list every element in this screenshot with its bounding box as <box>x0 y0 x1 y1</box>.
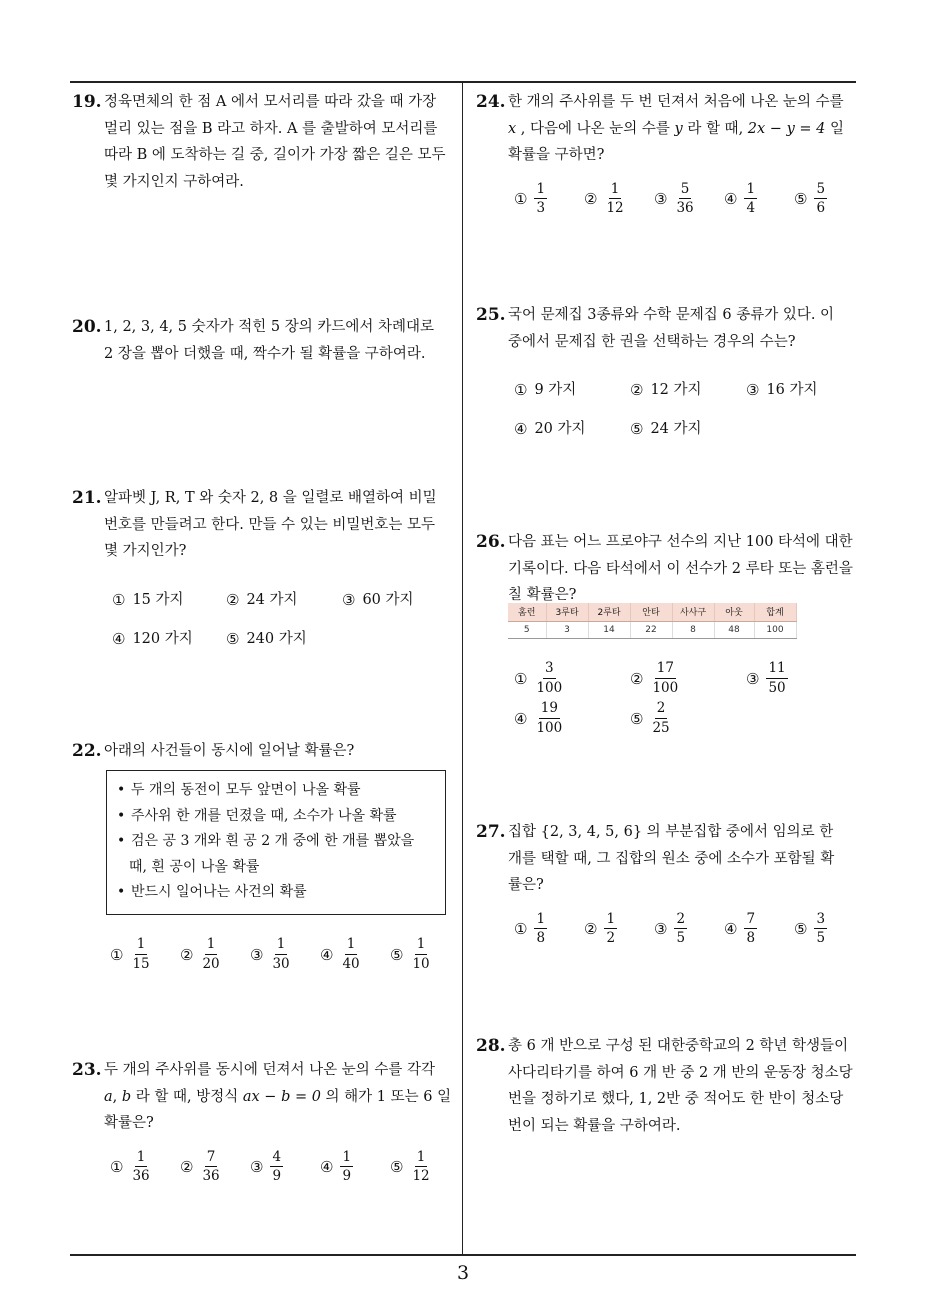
choice-1[interactable]: ① $\frac{1}{36}$ <box>110 1148 150 1184</box>
choice-5[interactable]: ⑤ 24 가지 <box>630 420 702 438</box>
question-text-line: 한 개의 주사위를 두 번 던져서 처음에 나온 눈의 수를 <box>508 94 844 110</box>
choice-4[interactable]: ④ $\frac{7}{8}$ <box>724 910 756 946</box>
choice-4[interactable]: ④ $\frac{1}{9}$ <box>320 1148 352 1184</box>
table-cell: 5 <box>508 621 546 638</box>
choice-3[interactable]: ③ $\frac{1}{30}$ <box>250 936 290 972</box>
question-text-line: 총 6 개 반으로 구성 된 대한중학교의 2 학년 학생들이 <box>508 1038 849 1054</box>
answer-choices <box>508 899 858 949</box>
question-25 <box>476 302 858 445</box>
question-text-line: 아래의 사건들이 동시에 일어날 확률은? <box>104 743 355 759</box>
table-cell: 3 <box>546 621 588 638</box>
table-cell: 8 <box>672 621 714 638</box>
choice-1[interactable]: ① $\frac{3}{100}$ <box>514 660 563 696</box>
choice-4[interactable]: ④ $\frac{1}{4}$ <box>724 180 756 216</box>
event-item: • 주사위 한 개를 던졌을 때, 소수가 나올 확률 <box>117 807 397 824</box>
question-text-line: 1, 2, 3, 4, 5 숫자가 적힌 5 장의 카드에서 차례대로 <box>104 319 434 335</box>
question-text-line: 사다리타기를 하여 6 개 반 중 2 개 반의 운동장 청소당 <box>508 1064 853 1081</box>
choice-3[interactable]: ③ $\frac{4}{9}$ <box>250 1148 282 1184</box>
question-text-line: 정육면체의 한 점 A 에서 모서리를 따라 갔을 때 가장 <box>104 94 437 110</box>
question-23 <box>72 1057 456 1187</box>
choice-2[interactable]: ② $\frac{1}{20}$ <box>180 936 220 972</box>
question-number: 22. <box>72 741 102 761</box>
question-text-line: 멀리 있는 점을 B 라고 하자. A 를 출발하여 모서리를 <box>104 120 438 137</box>
choice-5[interactable]: ⑤ 240 가지 <box>226 629 307 648</box>
choice-4[interactable]: ④ $\frac{1}{40}$ <box>320 936 360 972</box>
question-21 <box>72 485 456 655</box>
choice-5[interactable]: ⑤ $\frac{2}{25}$ <box>630 700 670 736</box>
question-text-line: 따라 B 에 도착하는 길 중, 길이가 가장 짧은 길은 모두 <box>104 147 446 163</box>
question-text-line: 2 장을 뽑아 더했을 때, 짝수가 될 확률을 구하여라. <box>104 345 426 362</box>
page-number: 3 <box>456 1262 470 1284</box>
question-text-line: 중에서 문제집 한 권을 선택하는 경우의 수는? <box>508 333 796 350</box>
choice-1[interactable]: ① 15 가지 <box>112 590 184 609</box>
table-header-cell: 사사구 <box>672 603 714 621</box>
table-cell: 48 <box>714 621 754 638</box>
answer-choices <box>508 169 858 219</box>
question-text-line: 개를 택할 때, 그 집합의 원소 중에 소수가 포함될 확 <box>508 850 835 867</box>
question-number: 27. <box>476 822 506 842</box>
choice-2[interactable]: ② $\frac{1}{12}$ <box>584 180 624 216</box>
question-text-line: 몇 가지인가? <box>104 543 187 559</box>
choice-5[interactable]: ⑤ $\frac{1}{10}$ <box>390 936 430 972</box>
question-27 <box>476 819 858 949</box>
answer-choices <box>104 565 456 655</box>
bottom-rule <box>70 1254 856 1256</box>
question-number: 28. <box>476 1036 506 1056</box>
choice-4[interactable]: ④ $\frac{19}{100}$ <box>514 700 563 736</box>
choice-2[interactable]: ② 24 가지 <box>226 590 298 609</box>
event-item-continuation: 때, 흰 공이 나올 확률 <box>129 858 260 875</box>
question-number: 26. <box>476 532 506 552</box>
table-row <box>508 621 796 638</box>
event-list-box <box>106 770 446 915</box>
column-divider <box>462 82 463 1254</box>
question-26 <box>476 529 858 609</box>
choice-3[interactable]: ③ $\frac{2}{5}$ <box>654 910 686 946</box>
answer-choices <box>104 1137 456 1187</box>
event-item: • 검은 공 3 개와 흰 공 2 개 중에 한 개를 뽑았을 <box>117 833 415 849</box>
choice-2[interactable]: ② $\frac{17}{100}$ <box>630 660 679 696</box>
question-20 <box>72 314 456 367</box>
choice-3[interactable]: ③ $\frac{5}{36}$ <box>654 180 694 216</box>
table-cell: 100 <box>754 621 796 638</box>
choice-2[interactable]: ② 12 가지 <box>630 381 702 399</box>
question-text-line: x , 다음에 나온 눈의 수를 y 라 할 때, 2x − y = 4 일 <box>508 120 844 137</box>
event-item: • 반드시 일어나는 사건의 확률 <box>117 884 307 900</box>
choice-3[interactable]: ③ 16 가지 <box>746 381 818 399</box>
choice-1[interactable]: ① $\frac{1}{3}$ <box>514 180 546 216</box>
table-cell: 14 <box>588 621 630 638</box>
question-text-line: 확률을 구하면? <box>508 147 605 163</box>
answer-choices <box>508 355 858 445</box>
q26-answer-choices <box>508 662 858 742</box>
question-28 <box>476 1033 858 1139</box>
batting-record-table <box>508 603 797 639</box>
question-text-line: 두 개의 주사위를 동시에 던져서 나온 눈의 수를 각각 <box>104 1062 436 1078</box>
event-item: • 두 개의 동전이 모두 앞면이 나올 확률 <box>117 782 361 798</box>
question-text-line: 몇 가지인지 구하여라. <box>104 173 244 190</box>
choice-4[interactable]: ④ 20 가지 <box>514 420 586 438</box>
question-19 <box>72 89 456 195</box>
question-number: 19. <box>72 92 102 112</box>
question-text-line: 집합 {2, 3, 4, 5, 6} 의 부분집합 중에서 임의로 한 <box>508 824 834 840</box>
choice-1[interactable]: ① 9 가지 <box>514 381 577 399</box>
table-header-cell: 3루타 <box>546 603 588 621</box>
question-text-line: 번을 정하기로 했다, 1, 2반 중 적어도 한 반이 청소당 <box>508 1091 844 1107</box>
choice-1[interactable]: ① $\frac{1}{15}$ <box>110 936 150 972</box>
choice-2[interactable]: ② $\frac{1}{2}$ <box>584 910 616 946</box>
question-text-line: 기록이다. 다음 타석에서 이 선수가 2 루타 또는 홈런을 <box>508 560 853 577</box>
question-text-line: 률은? <box>508 877 544 893</box>
question-24 <box>476 89 858 219</box>
choice-5[interactable]: ⑤ $\frac{3}{5}$ <box>794 910 826 946</box>
table-header-cell: 2루타 <box>588 603 630 621</box>
question-text-line: 번호를 만들려고 한다. 만들 수 있는 비밀번호는 모두 <box>104 516 436 533</box>
table-header-cell: 안타 <box>630 603 672 621</box>
choice-5[interactable]: ⑤ $\frac{5}{6}$ <box>794 180 826 216</box>
question-text-line: 칠 확률은? <box>508 587 577 603</box>
choice-2[interactable]: ② $\frac{7}{36}$ <box>180 1148 220 1184</box>
question-text-line: a, b 라 할 때, 방정식 ax − b = 0 의 해가 1 또는 6 일 <box>104 1088 452 1105</box>
q22-answer-choices <box>104 938 454 982</box>
choice-3[interactable]: ③ $\frac{11}{50}$ <box>746 660 786 696</box>
question-number: 24. <box>476 92 506 112</box>
question-number: 20. <box>72 317 102 337</box>
choice-5[interactable]: ⑤ $\frac{1}{12}$ <box>390 1148 430 1184</box>
question-text-line: 알파벳 J, R, T 와 숫자 2, 8 을 일렬로 배열하여 비밀 <box>104 490 437 506</box>
question-text-line: 다음 표는 어느 프로야구 선수의 지난 100 타석에 대한 <box>508 534 853 550</box>
choice-4[interactable]: ④ 120 가지 <box>112 629 193 648</box>
choice-1[interactable]: ① $\frac{1}{8}$ <box>514 910 546 946</box>
table-header-cell: 홈런 <box>508 603 546 621</box>
question-text-line: 확률은? <box>104 1115 154 1131</box>
table-header-row <box>508 603 796 621</box>
question-number: 25. <box>476 305 506 325</box>
question-number: 21. <box>72 488 102 508</box>
choice-3[interactable]: ③ 60 가지 <box>342 590 414 609</box>
table-header-cell: 합계 <box>754 603 796 621</box>
question-text-line: 국어 문제집 3종류와 수학 문제집 6 종류가 있다. 이 <box>508 307 835 323</box>
table-cell: 22 <box>630 621 672 638</box>
table-header-cell: 아웃 <box>714 603 754 621</box>
question-22 <box>72 738 456 765</box>
question-text-line: 번이 되는 확률을 구하여라. <box>508 1117 681 1134</box>
question-number: 23. <box>72 1060 102 1080</box>
